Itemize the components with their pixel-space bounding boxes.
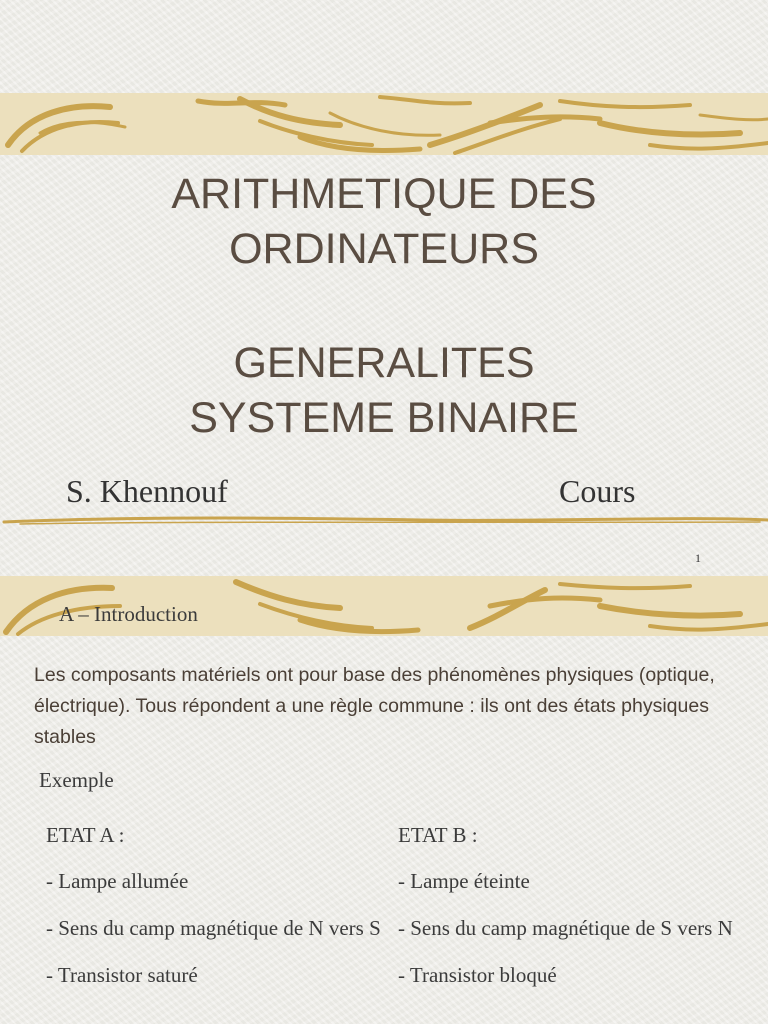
state-a-header: ETAT A : [46,823,125,847]
decorative-banner-top [0,93,768,155]
page-number: 1 [695,551,701,565]
state-a-column [46,820,386,1007]
section-heading: A – Introduction [59,602,198,626]
slide-subtitle-line-2: SYSTEME BINAIRE [189,394,579,442]
author-name: S. Khennouf [66,473,228,509]
state-a-item: - Lampe allumée [46,869,189,893]
state-b-column [398,820,738,1007]
state-b-item: - Sens du camp magnétique de S vers N [398,916,733,940]
state-a-item: - Transistor saturé [46,963,198,987]
intro-paragraph: Les composants matériels ont pour base des phénomènes physiques (optique, électrique). Tous répondent a une règle commune : ils ont des états physiques stables [34,664,715,748]
slide-subtitle-line-1: GENERALITES [233,339,535,387]
slide-title-line-2: ORDINATEURS [229,225,539,273]
swirl-ornament-icon [0,93,768,155]
example-label: Exemple [39,768,114,792]
state-b-item: - Transistor bloqué [398,963,557,987]
divider-line-icon [0,512,768,528]
slide-title-line-1: ARITHMETIQUE DES [171,170,597,218]
state-a-item: - Sens du camp magnétique de N vers S [46,916,381,940]
document-type-label: Cours [559,473,636,509]
state-b-header: ETAT B : [398,823,478,847]
state-b-item: - Lampe éteinte [398,869,530,893]
